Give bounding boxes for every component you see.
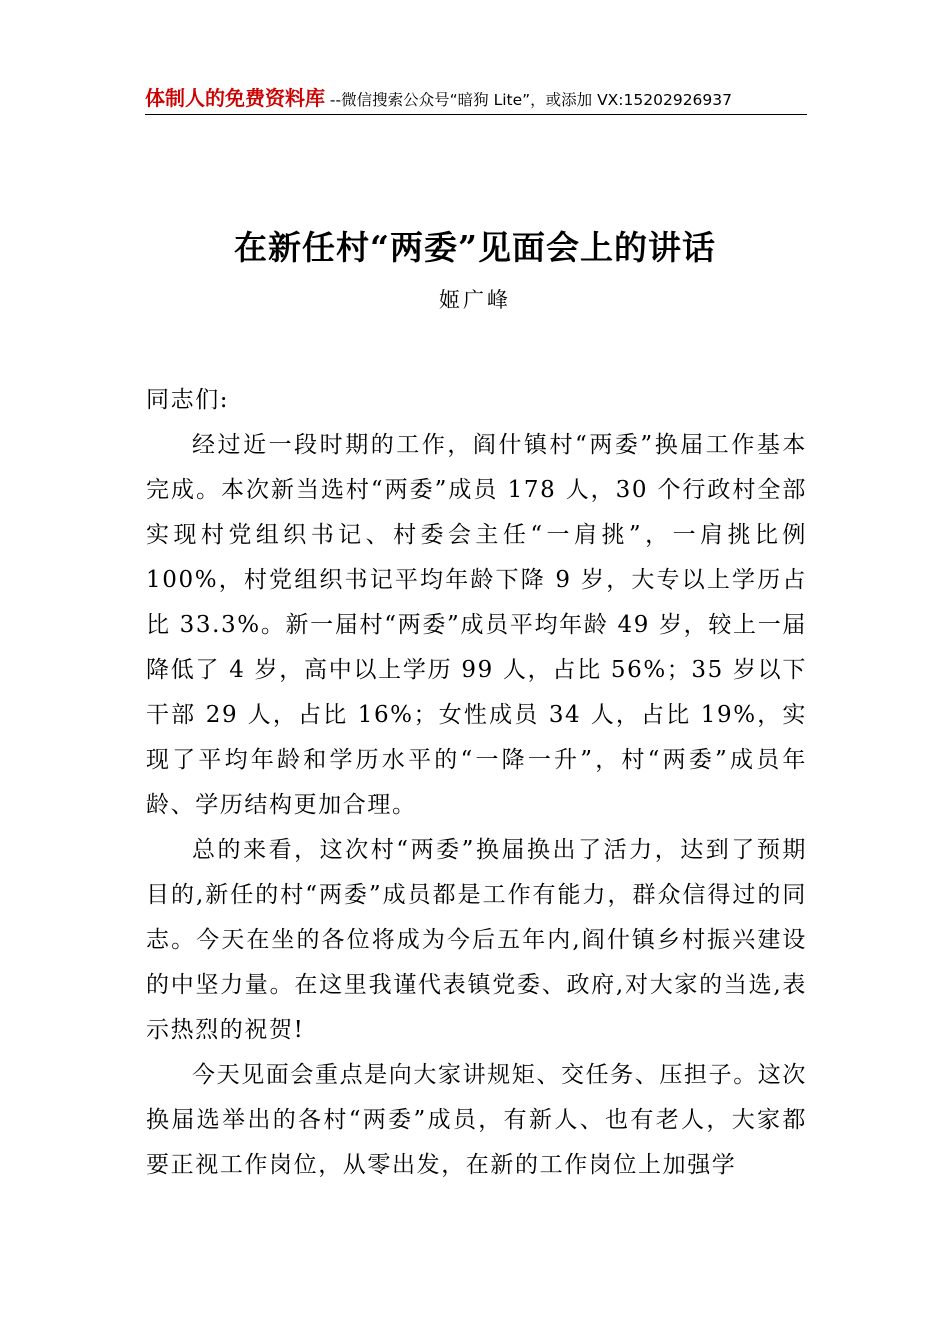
paragraph-1: 经过近一段时期的工作，阎什镇村“两委”换届工作基本完成。本次新当选村“两委”成员 178 人，30 个行政村全部实现村党组织书记、村委会主任“一肩挑”，一肩挑比例 100%，村党组织书记平均年龄下降 9 岁，大专以上学历占比 33.3%。新一届村“两委”成员平均年龄 49 岁，较上一届降低了 4 岁，高中以上学历 99 人，占比 56%；35 岁以下干部 29 人，占比 16%；女性成员 34 人，占比 19%，实现了平均年龄和学历水平的“一降一升”，村“两委”成员年龄、学历结构更加合理。 [146, 432, 807, 818]
paragraph-2: 总的来看，这次村“两委”换届换出了活力，达到了预期目的,新任的村“两委”成员都是工作有能力，群众信得过的同志。今天在坐的各位将成为今后五年内,阎什镇乡村振兴建设的中坚力量。在这里我谨代表镇党委、政府,对大家的当选,表示热烈的祝贺! [146, 837, 807, 1043]
document-author: 姬广峰 [439, 288, 511, 312]
salutation: 同志们: [146, 387, 230, 413]
header-contact: --微信搜索公众号“暗狗 Lite”，或添加 VX:15202926937 [325, 91, 733, 109]
page-header [145, 82, 807, 115]
paragraph-3: 今天见面会重点是向大家讲规矩、交任务、压担子。这次换届选举出的各村“两委”成员，有新人、也有老人，大家都要正视工作岗位，从零出发，在新的工作岗位上加强学 [146, 1062, 807, 1178]
document-title: 在新任村“两委”见面会上的讲话 [234, 228, 716, 267]
header-brand: 体制人的免费资料库 [145, 86, 325, 110]
document-body [146, 378, 807, 1188]
